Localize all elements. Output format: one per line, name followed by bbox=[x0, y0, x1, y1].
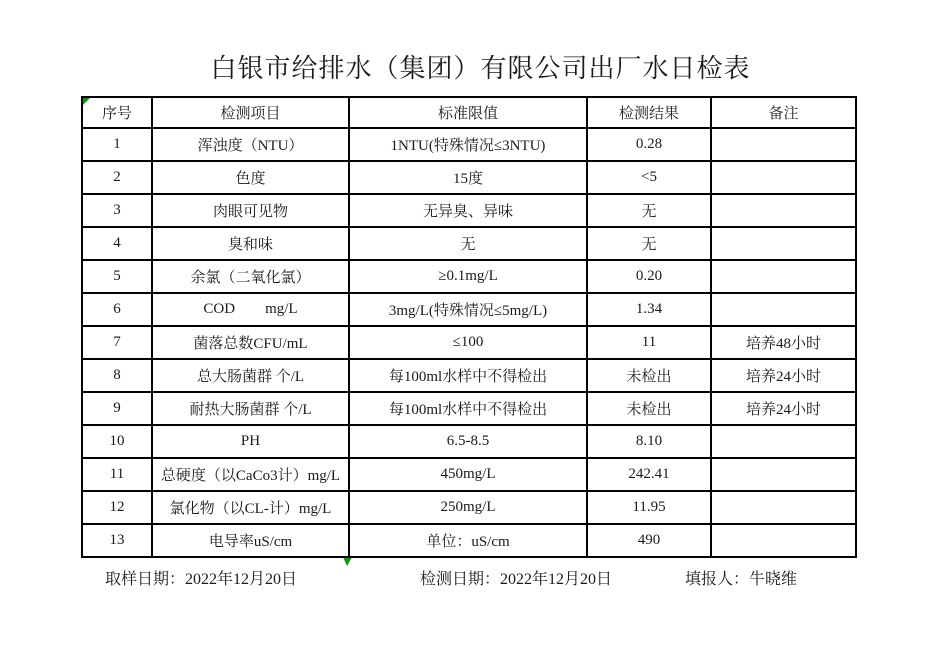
header-note: 备注 bbox=[711, 97, 856, 128]
cell-result: 无 bbox=[587, 194, 711, 227]
cell-no: 10 bbox=[82, 425, 152, 458]
cell-limit: 6.5-8.5 bbox=[349, 425, 587, 458]
cell-result: 无 bbox=[587, 227, 711, 260]
cell-no: 9 bbox=[82, 392, 152, 425]
cell-item: 菌落总数CFU/mL bbox=[152, 326, 349, 359]
cell-result: 11 bbox=[587, 326, 711, 359]
daily-check-table-body bbox=[82, 128, 856, 557]
cell-note: 培养24小时 bbox=[711, 392, 856, 425]
sample-date-value: 2022年12月20日 bbox=[185, 571, 298, 588]
cell-no: 12 bbox=[82, 491, 152, 524]
table-row bbox=[82, 326, 856, 359]
cell-note bbox=[711, 293, 856, 326]
reporter-value: 牛晓维 bbox=[749, 571, 798, 588]
cell-no: 4 bbox=[82, 227, 152, 260]
sample-date bbox=[105, 566, 297, 589]
cell-result: 0.20 bbox=[587, 260, 711, 293]
cell-note bbox=[711, 161, 856, 194]
sample-date-label: 取样日期： bbox=[105, 571, 186, 588]
page-title: 白银市给排水（集团）有限公司出厂水日检表 bbox=[210, 54, 751, 83]
cell-note: 培养24小时 bbox=[711, 359, 856, 392]
cell-result: 11.95 bbox=[587, 491, 711, 524]
cell-note bbox=[711, 425, 856, 458]
table-row bbox=[82, 161, 856, 194]
cell-limit: 无 bbox=[349, 227, 587, 260]
cell-limit: ≥0.1mg/L bbox=[349, 260, 587, 293]
cell-limit: 1NTU(特殊情况≤3NTU) bbox=[349, 128, 587, 161]
cell-note bbox=[711, 458, 856, 491]
cell-limit: 单位：uS/cm bbox=[349, 524, 587, 557]
table-row bbox=[82, 458, 856, 491]
cell-note bbox=[711, 260, 856, 293]
cell-item: 肉眼可见物 bbox=[152, 194, 349, 227]
cell-no: 3 bbox=[82, 194, 152, 227]
cell-result: 0.28 bbox=[587, 128, 711, 161]
daily-check-table bbox=[81, 96, 857, 558]
cell-no: 1 bbox=[82, 128, 152, 161]
header-item: 检测项目 bbox=[152, 97, 349, 128]
cell-limit: ≤100 bbox=[349, 326, 587, 359]
cell-item: 电导率uS/cm bbox=[152, 524, 349, 557]
cell-no: 11 bbox=[82, 458, 152, 491]
cell-note bbox=[711, 524, 856, 557]
cell-item: 总硬度（以CaCo3计）mg/L bbox=[152, 458, 349, 491]
table-row bbox=[82, 293, 856, 326]
table-row bbox=[82, 194, 856, 227]
cell-item: 色度 bbox=[152, 161, 349, 194]
cell-limit: 每100ml水样中不得检出 bbox=[349, 392, 587, 425]
cell-item: 余氯（二氧化氯） bbox=[152, 260, 349, 293]
cell-item: 臭和味 bbox=[152, 227, 349, 260]
table-row bbox=[82, 128, 856, 161]
cell-result: 1.34 bbox=[587, 293, 711, 326]
cell-limit: 15度 bbox=[349, 161, 587, 194]
cell-result: 8.10 bbox=[587, 425, 711, 458]
cell-limit: 无异臭、异味 bbox=[349, 194, 587, 227]
cell-item: COD mg/L bbox=[152, 293, 349, 326]
table-row bbox=[82, 359, 856, 392]
cell-result: 未检出 bbox=[587, 392, 711, 425]
cell-item: 总大肠菌群 个/L bbox=[152, 359, 349, 392]
cell-no: 8 bbox=[82, 359, 152, 392]
cell-result: 490 bbox=[587, 524, 711, 557]
header-no: 序号 bbox=[82, 97, 152, 128]
reporter-label: 填报人： bbox=[685, 571, 750, 588]
header-limit: 标准限值 bbox=[349, 97, 587, 128]
cell-note bbox=[711, 491, 856, 524]
cell-no: 13 bbox=[82, 524, 152, 557]
cell-item: 耐热大肠菌群 个/L bbox=[152, 392, 349, 425]
table-row bbox=[82, 260, 856, 293]
cell-result: <5 bbox=[587, 161, 711, 194]
reporter bbox=[685, 566, 797, 589]
cell-item: 浑浊度（NTU） bbox=[152, 128, 349, 161]
cell-no: 2 bbox=[82, 161, 152, 194]
table-row bbox=[82, 425, 856, 458]
cell-no: 5 bbox=[82, 260, 152, 293]
table-row bbox=[82, 491, 856, 524]
cell-limit: 每100ml水样中不得检出 bbox=[349, 359, 587, 392]
test-date-label: 检测日期： bbox=[420, 571, 501, 588]
cell-no: 6 bbox=[82, 293, 152, 326]
cell-note bbox=[711, 128, 856, 161]
header-row bbox=[82, 97, 856, 128]
test-date bbox=[420, 566, 612, 589]
cell-limit: 3mg/L(特殊情况≤5mg/L) bbox=[349, 293, 587, 326]
cell-no: 7 bbox=[82, 326, 152, 359]
cell-note bbox=[711, 194, 856, 227]
table-row bbox=[82, 524, 856, 557]
table-header bbox=[82, 97, 856, 128]
cell-result: 未检出 bbox=[587, 359, 711, 392]
cell-limit: 450mg/L bbox=[349, 458, 587, 491]
cell-limit: 250mg/L bbox=[349, 491, 587, 524]
cell-note: 培养48小时 bbox=[711, 326, 856, 359]
cell-note bbox=[711, 227, 856, 260]
test-date-value: 2022年12月20日 bbox=[500, 571, 613, 588]
header-result: 检测结果 bbox=[587, 97, 711, 128]
cell-item: PH bbox=[152, 425, 349, 458]
cell-result: 242.41 bbox=[587, 458, 711, 491]
table-row bbox=[82, 227, 856, 260]
cell-item: 氯化物（以CL-计）mg/L bbox=[152, 491, 349, 524]
table-row bbox=[82, 392, 856, 425]
excel-marker-triangle-icon bbox=[343, 557, 352, 566]
